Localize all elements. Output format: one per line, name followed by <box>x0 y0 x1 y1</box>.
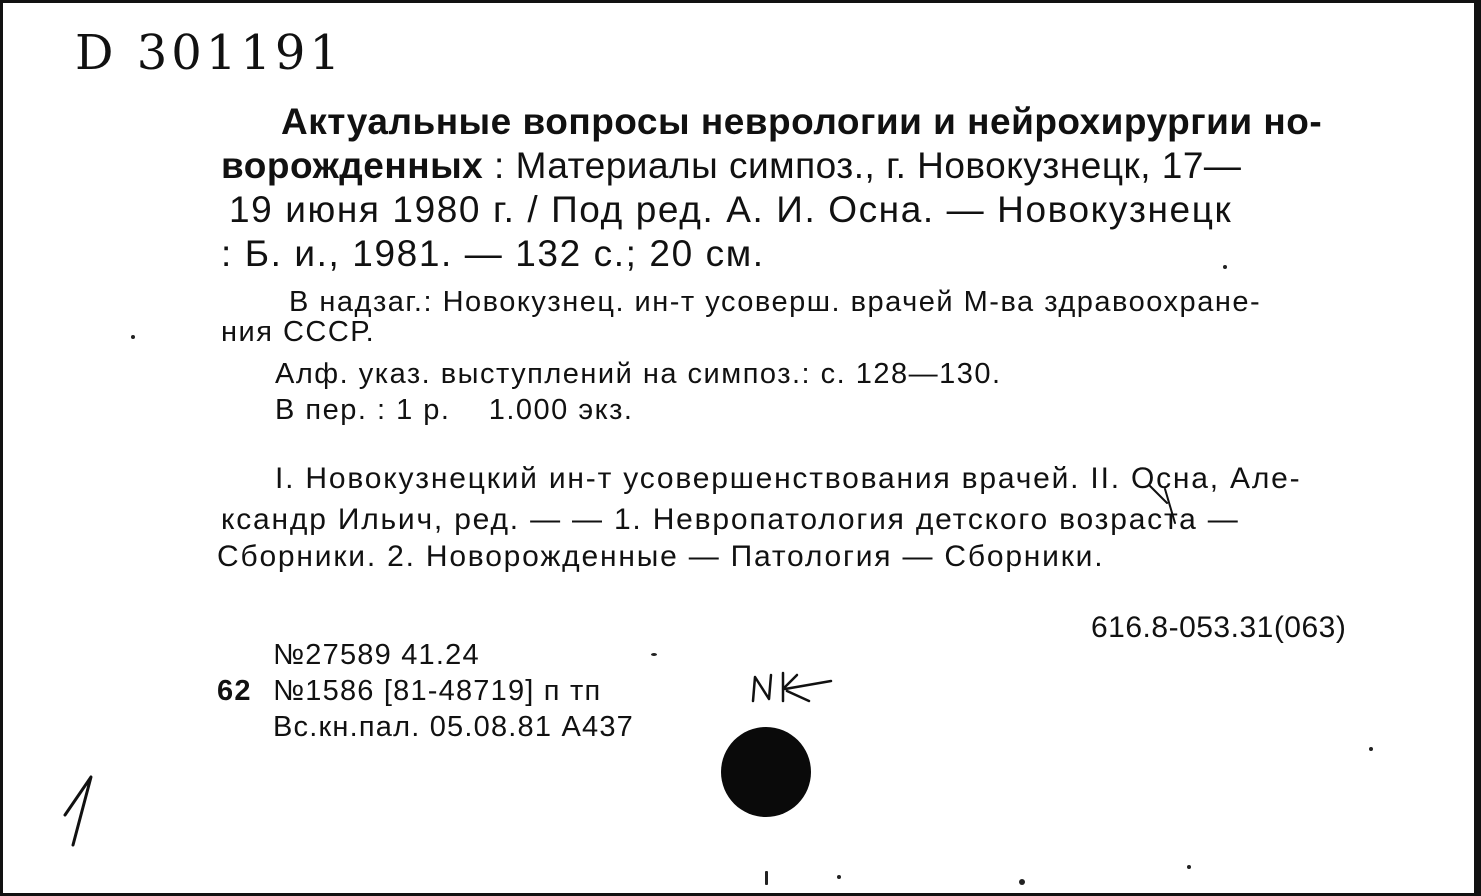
footer-line-1: №27589 41.24 <box>273 639 480 671</box>
title-line-1 <box>281 101 1322 143</box>
scan-speck <box>131 335 135 339</box>
scan-speck <box>1187 865 1191 869</box>
punched-hole <box>721 727 811 817</box>
footer-line-3: Вс.кн.пал. 05.08.81 А437 <box>273 711 634 743</box>
scan-speck <box>651 653 657 656</box>
tracing-line-2: ксандр Ильич, ред. — — 1. Невропатология детского возраста — <box>221 503 1240 536</box>
handwritten-corner-mark <box>59 771 109 851</box>
handwritten-nk-mark <box>747 667 837 707</box>
scan-speck <box>1223 265 1227 269</box>
footer-line-2: №1586 [81-48719] п тп <box>273 675 602 707</box>
tracing-line-1: I. Новокузнецкий ин-т усовершенствования врачей. II. Осна, Але- <box>275 462 1302 495</box>
scan-speck <box>1369 747 1373 751</box>
footer-prefix: 62 <box>217 675 252 707</box>
title-line-3: 19 июня 1980 г. / Под ред. А. И. Осна. — Новокузнецк <box>229 189 1233 230</box>
handwritten-check-mark <box>1147 479 1183 529</box>
title-bold-2: ворожденных <box>221 145 484 186</box>
note-line-2: ния СССР. <box>221 316 376 348</box>
title-bold-1: Актуальные вопросы неврологии и нейрохирургии но- <box>281 101 1323 142</box>
note-line-1: В надзаг.: Новокузнец. ин-т усоверш. врачей М-ва здравоохране- <box>289 286 1262 318</box>
note-line-4: В пер. : 1 р. 1.000 экз. <box>275 394 634 426</box>
accession-number: D 301191 <box>75 25 344 81</box>
title-rest-2: : Материалы симпоз., г. Новокузнецк, 17— <box>483 145 1242 186</box>
scan-speck <box>1019 879 1025 885</box>
title-line-4: : Б. и., 1981. — 132 с.; 20 см. <box>221 233 765 274</box>
scan-speck <box>837 875 841 879</box>
tracing-line-3: Сборники. 2. Новорожденные — Патология — Сборники. <box>217 540 1105 573</box>
title-line-2 <box>221 145 1241 187</box>
scan-speck <box>765 871 768 885</box>
note-line-3: Алф. указ. выступлений на симпоз.: с. 128—130. <box>275 358 1002 390</box>
udc-code: 616.8-053.31(063) <box>1091 611 1347 644</box>
